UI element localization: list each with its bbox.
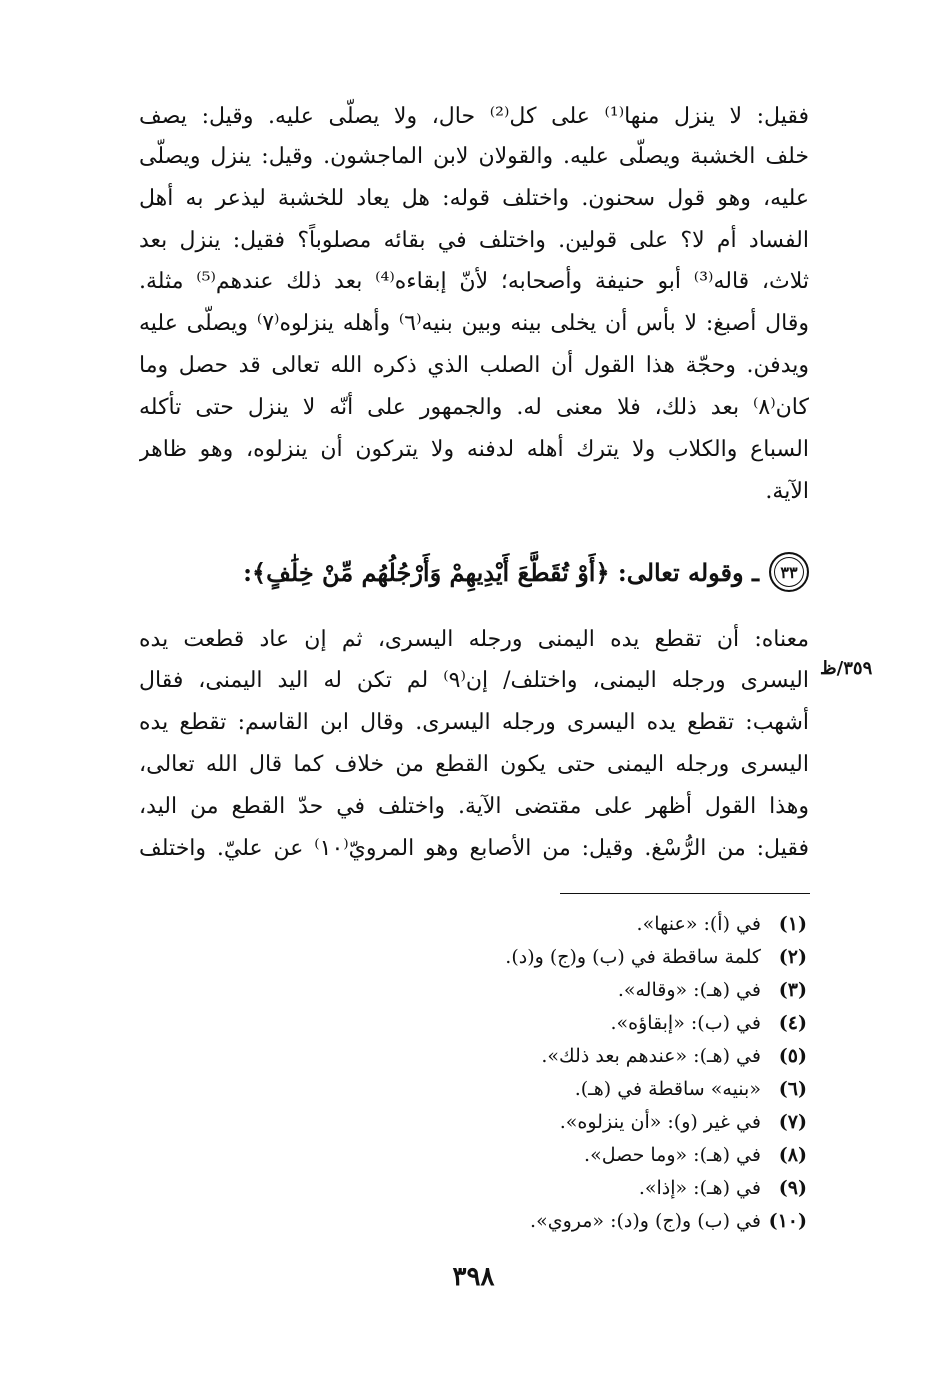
footnote (541, 1039, 807, 1073)
footnote-number: (١) (778, 913, 807, 935)
body-line: السباع والكلاب ولا يترك أهله لدفنه ولا يتركون أن ينزلوه، وهو ظاهر (139, 437, 809, 462)
footnote (584, 1138, 807, 1172)
footnote-text: «بنيه» ساقطة في (هـ). (574, 1078, 761, 1100)
footnote-text: في (هـ): «عندهم بعد ذلك». (541, 1045, 761, 1067)
body-line: خلف الخشبة ويصلّى عليه. والقولان لابن الماجشون. وقيل: ينزل ويصلّى (139, 144, 809, 169)
footnote-number: (٣) (778, 979, 807, 1001)
body-line: كان⁽٨⁾ بعد ذلك، فلا معنى له. والجمهور على أنّه لا ينزل حتى تأكله (139, 395, 809, 420)
body-line: عليه، وهو قول سحنون. واختلف قوله: هل يعاد للخشبة ليذعر به أهل (139, 186, 809, 211)
verse-heading (119, 552, 809, 592)
footnote-text: في (ب): «إبقاؤه». (610, 1012, 761, 1034)
footnote-number: (١٠) (768, 1210, 807, 1232)
footnote-text: في (أ): «عنها». (636, 913, 761, 935)
footnote-number: (٦) (778, 1078, 807, 1100)
body-line: فقيل: من الرُّسْغ. وقيل: من الأصابع وهو المرويّ⁽١٠⁾ عن عليّ. واختلف (139, 836, 809, 861)
footnote-text: في (هـ): «وقاله». (617, 979, 761, 1001)
footnote-number: (٧) (778, 1111, 807, 1133)
footnote (639, 1171, 807, 1205)
footnote-divider (560, 893, 810, 894)
body-line: الفساد أم لا؟ على قولين. واختلف في بقائه مصلوباً؟ فقيل: ينزل بعد (139, 228, 809, 253)
body-line: وقال أصبغ: لا بأس أن يخلى بينه وبين بنيه⁽٦⁾ وأهله ينزلوه⁽٧⁾ ويصلّى عليه (139, 311, 809, 336)
footnote-number: (٩) (778, 1177, 807, 1199)
body-line: ويدفن. وحجّة هذا القول أن الصلب الذي ذكره الله تعالى قد حصل وما (139, 353, 809, 378)
footnote-number: (٤) (778, 1012, 807, 1034)
body-line: الآية. (765, 479, 809, 504)
footnote-text: في (هـ): «وما حصل». (584, 1144, 761, 1166)
footnote-text: في (ب) و(ج) و(د): «مروي». (530, 1210, 761, 1232)
footnote (637, 907, 807, 941)
body-line: ثلاث، قاله⁽³⁾ أبو حنيفة وأصحابه؛ لأنّ إبقاءه⁽⁴⁾ بعد ذلك عندهم⁽⁵⁾ مثلة. (139, 269, 809, 294)
manuscript-folio-note: ٣٥٩/ظ (820, 658, 873, 679)
footnote (618, 973, 807, 1007)
footnote-text: كلمة ساقطة في (ب) و(ج) و(د). (505, 946, 761, 968)
footnote-number: (٨) (778, 1144, 807, 1166)
footnote (505, 940, 807, 974)
footnote-text: في (هـ): «إذا». (638, 1177, 761, 1199)
footnote-number: (٥) (778, 1045, 807, 1067)
body-line: اليسرى ورجله اليمنى، واختلف/ إن⁽٩⁾ لم تكن له اليد اليمنى، فقال (139, 668, 809, 693)
footnote (560, 1105, 807, 1139)
body-line: اليسرى ورجله اليمنى حتى يكون القطع من خلاف كما قال الله تعالى، (139, 752, 809, 777)
footnote (575, 1072, 807, 1106)
verse-heading-text: ـ وقوله تعالى: ﴿أَوْ تُقَطَّعَ أَيْدِيهِمْ وَأَرْجُلُهُم مِّنْ خِلَٰفٍ﴾: (243, 557, 759, 587)
body-line: وهذا القول أظهر على مقتضى الآية. واختلف في حدّ القطع من اليد، (139, 794, 809, 819)
body-line: فقيل: لا ينزل منها⁽¹⁾ على كل⁽²⁾ حال، ولا يصلّى عليه. وقيل: يصف (139, 104, 809, 129)
footnote-number: (٢) (778, 946, 807, 968)
footnote (610, 1006, 807, 1040)
footnote-text: في غير (و): «أن ينزلوه». (559, 1111, 761, 1133)
body-line: معناه: أن تقطع يده اليمنى ورجله اليسرى، ثم إن عاد قطعت يده (139, 627, 809, 652)
footnote (530, 1204, 807, 1238)
body-line: أشهب: تقطع يده اليسرى ورجله اليسرى. وقال ابن القاسم: تقطع يده (139, 710, 809, 735)
page-number: ٣٩٨ (452, 1262, 495, 1292)
verse-number-badge: ٣٣ (769, 552, 809, 592)
